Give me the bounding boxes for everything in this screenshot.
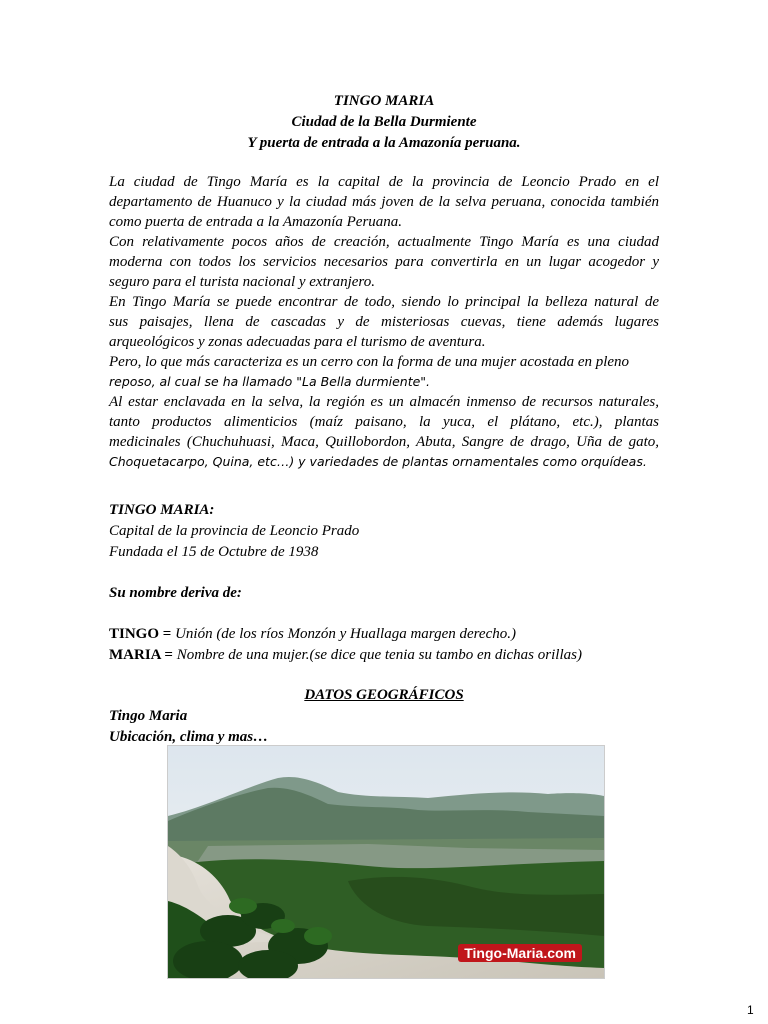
document-title: TINGO MARIA [333, 93, 435, 109]
geo-heading: DATOS GEOGRÁFICOS [304, 687, 464, 703]
text-line: seguro para el turista nacional y extranjero. [109, 274, 375, 290]
text-line: medicinales (Chuchuhuasi, Maca, Quillobordon, Abuta, Sangre de drago, Uña de gato, [109, 434, 659, 450]
geo-subheading: Tingo Maria [109, 708, 188, 724]
tingo-label: TINGO = [109, 626, 172, 642]
facts-line: Capital de la provincia de Leoncio Prado [109, 523, 360, 539]
text-line: La ciudad de Tingo María es la capital de la provincia de Leoncio Prado en el [109, 174, 659, 190]
landscape-photo [167, 745, 605, 979]
text-line: como puerta de entrada a la Amazonía Peruana. [109, 214, 403, 230]
text-line: Choquetacarpo, Quina, etc…) y variedades de plantas ornamentales como orquídeas. [109, 454, 647, 469]
page-number: 1 [747, 1003, 754, 1017]
text-line: Al estar enclavada en la selva, la región es un almacén inmenso de recursos naturales, [109, 394, 659, 410]
facts-line: Fundada el 15 de Octubre de 1938 [109, 544, 319, 560]
geo-subheading-2: Ubicación, clima y mas… [109, 729, 269, 745]
text-line: sus paisajes, llena de cascadas y de misteriosas cuevas, tiene además lugares [109, 314, 659, 330]
tingo-text: Unión (de los ríos Monzón y Huallaga margen derecho.) [171, 626, 516, 642]
text-line: arqueológicos y zonas adecuadas para el turismo de aventura. [109, 334, 486, 350]
text-line: tanto productos alimenticios (maíz paisano, la yuca, el plátano, etc.), plantas [109, 414, 659, 430]
text-line: En Tingo María se puede encontrar de todo, siendo lo principal la belleza natural de [109, 294, 659, 310]
intro-paragraph [109, 172, 659, 472]
text-line: departamento de Huanuco y la ciudad más joven de la selva peruana, conocida también [109, 194, 659, 210]
maria-definition [109, 645, 582, 666]
text-line: moderna con todos los servicios necesarios para convertirla en un lugar acogedor y [109, 254, 659, 270]
maria-label: MARIA = [109, 647, 173, 663]
name-origin-heading: Su nombre deriva de: [109, 585, 242, 601]
watermark-logo: Tingo-Maria.com [458, 944, 582, 962]
text-line: reposo, al cual se ha llamado "La Bella durmiente". [109, 374, 431, 389]
text-line: Con relativamente pocos años de creación, actualmente Tingo María es una ciudad [109, 234, 659, 250]
facts-heading: TINGO MARIA: [109, 502, 215, 518]
maria-text: Nombre de una mujer.(se dice que tenia su tambo en dichas orillas) [172, 647, 582, 663]
document-subtitle: Ciudad de la Bella Durmiente [291, 114, 477, 130]
text-line: Pero, lo que más caracteriza es un cerro con la forma de una mujer acostada en pleno [109, 354, 630, 370]
document-subtitle-2: Y puerta de entrada a la Amazonía peruana. [247, 135, 521, 151]
tingo-definition [109, 624, 516, 645]
